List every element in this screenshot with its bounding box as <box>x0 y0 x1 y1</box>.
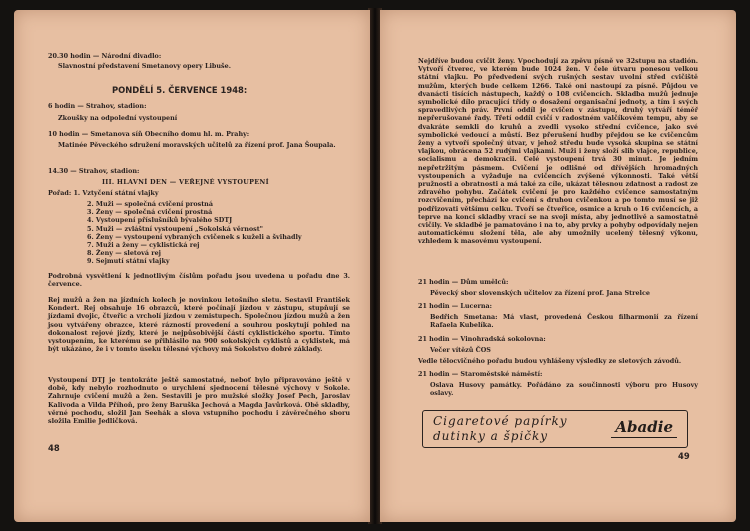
event-desc-4: Oslava Husovy památky. Pořádáno za součinnosti výboru pro Husovy oslavy. <box>430 381 698 398</box>
paragraph-cycling-rej: Rej mužů a žen na jízdních kolech je novinkou letošního sletu. Sestavil František Kondert. Rej obsahuje 16 obrazců, které počínají jízdou v zástupu, stupňují se jízdami dvojic, čtveřic a vrcholí jízdou v zemistupech. Společnou jízdou mužů a žen jsou vytvářeny obrazce, které rázností provedení a souhrou poskytují pohled na dokonalost rejové jízdy, které je nejpůsobivější částí cyklistického sportu. Tímto vystoupením, ke kterému se přihlásilo na 900 sokolských cyklistů a cyklistek, má být ukázáno, že i v tomto úseku tělesné výchovy má Sokolstvo dobré základy. <box>48 296 350 354</box>
left-page <box>14 10 370 522</box>
program-item: 3. Ženy — společná cvičení prostná <box>87 208 213 217</box>
evening-time-line: 20.30 hodin — Národní divadlo: <box>48 52 162 60</box>
ad-brand-logo: Abadie <box>611 418 677 438</box>
program-item: 7. Muži a ženy — cyklistická rej <box>87 241 200 250</box>
opera-performance-line: Slavnostní představení Smetanovy opery Libuše. <box>58 62 231 70</box>
right-page <box>380 10 736 522</box>
cigarette-paper-advertisement <box>422 410 688 448</box>
entry-event-2: Matinée Pěveckého sdružení moravských učitelů za řízení prof. Jana Šoupala. <box>58 141 336 149</box>
program-item: 6. Ženy — vystoupení vybraných cvičenek s kuželi a švihadly <box>87 232 302 241</box>
event-time-3: 21 hodin — Vinohradská sokolovna: <box>418 335 546 343</box>
event-time-4: 21 hodin — Staroměstské náměstí: <box>418 370 543 378</box>
program-note: Podrobná vysvětlení k jednotlivým číslům pořadu jsou uvedena u pořadu dne 3. července. <box>48 272 350 289</box>
main-day-heading: III. HLAVNÍ DEN — VEŘEJNÉ VYSTOUPENÍ <box>102 178 269 186</box>
event-desc-2: Bedřich Smetana: Má vlast, provedená Českou filharmonií za řízení Rafaela Kubelíka. <box>430 313 698 330</box>
program-item: 2. Muži — společná cvičení prostná <box>87 200 213 208</box>
program-item: 5. Muži — zvláštní vystoupení „Sokolská věrnost" <box>87 224 263 233</box>
entry-time-3: 14.30 — Strahov, stadion: <box>48 167 140 175</box>
event-extra-3: Vedle tělocvičného pořadu budou vyhlášeny výsledky ze sletových závodů. <box>418 357 682 365</box>
ad-slogan-line-1: Cigaretové papírky <box>433 414 568 428</box>
program-intro: Pořad: 1. Vztyčení státní vlajky <box>48 189 159 197</box>
page-number-left: 48 <box>48 443 60 453</box>
event-time-1: 21 hodin — Dům umělců: <box>418 278 509 286</box>
paragraph-performance: Nejdříve budou cvičit ženy. Vpochodují za zpěvu písně ve 32stupu na stadión. Vytvoří čtverec, ve kterém bude 1024 žen. V čele útvaru ponesou velkou státní vlajku. Po předvedení svých rušných sestav uvolní střed cvičiště mužům, kterých bude celkem 1266. Také oni nastoupí za písně. Půjdou ve dvanácti tisících nástupech, každý o 108 cvičencích. Skladba mužů jednuje symbolické dílo pracující třídy o dosažení organisační jednoty, a tím i svých spravedlivých práv. První oddíl je cvičen v zástupu, druhý vytváří téměř nepřerušované řady. Třetí oddíl cvičí v radostném valčíkovém tempu, aby se dvakráte semkli do kruhů a zvedli vysoko střední cvičence, jako své symbolické vedoucí a můstí. Bez přerušení hudby přejdou se ke cvičencům ženy a vytvoří společný útvar, v jehož středu bude vysoká skupina se státní vlajkou, obrácena 52 rudými vlajkami. Muži i ženy složí slib vlajce, republice, socialismu a demokracii. Celé vystoupení trvá 30 minut. Je jedním nepřetržitým pásmem. Cvičení je odlišné od dřívějších hromadných vystoupeních a vyžaduje na cvičencích zvýšené výkonnosti. Také větší pružnosti a obratnosti a má také za cíle, ukázat tělesnou zdatnost a radost ze zdravého pohybu. Začátek cvičení je pro každého cvičence samostatným rozcvičením, přechází ke cvičení s druhou cvičenkou a po tomto musí se již podřizovati většímu celku. Tvoří se čtveřice, osmice a kruh o 16 cvičencích, a teprve na konci skladby vrací se na svoji místa, aby jednotlivě a samostatně cvičily. Ve skladbě je pamatováno i na to, aby prvky a pohyby odpovídaly nejen automatickému složení těla, ale aby umožnily ucelený tělesný výkonu, vzhledem k masovému vystoupení. <box>418 57 698 246</box>
entry-time-2: 10 hodin — Smetanova síň Obecního domu hl. m. Prahy: <box>48 130 250 138</box>
entry-event-1: Zkoušky na odpolední vystoupení <box>58 114 178 122</box>
program-item: 4. Vystoupení příslušníků bývalého SDTJ <box>87 216 233 225</box>
day-heading: PONDĚLÍ 5. ČERVENCE 1948: <box>112 85 248 95</box>
paragraph-dtj: Vystoupení DTJ je tentokráte ještě samostatné, neboť bylo připravováno ještě v době, kdy nebylo rozhodnuto o urychlení sjednocení tělesné výchovy v Sokole. Zahrnuje cvičení mužů a žen. Sestavili je pro mužské složky Josef Pech, Jaroslav Kalivoda a Vilda Příhoň, pro ženy Baruška Jechová a Magda Javůrková. Obě skladby, věrné pochodu, složil Jan Seehák a slova vstupního pochodu i závěrečného sboru složila Emilie Jedličková. <box>48 376 350 426</box>
ad-slogan-line-2: dutinky a špičky <box>433 429 549 443</box>
program-item: 8. Ženy — sletová rej <box>87 249 161 258</box>
program-list <box>87 200 302 266</box>
entry-time-1: 6 hodin — Strahov, stadion: <box>48 102 147 110</box>
event-desc-3: Večer vítězů ČOS <box>430 346 491 354</box>
ad-slogan <box>433 414 568 444</box>
event-desc-1: Pěvecký sbor slovenských učitelov za řízení prof. Jana Strelce <box>430 289 650 297</box>
event-time-2: 21 hodin — Lucerna: <box>418 302 493 310</box>
program-item: 9. Sejmutí státní vlajky <box>87 257 170 266</box>
page-number-right: 49 <box>678 451 690 461</box>
